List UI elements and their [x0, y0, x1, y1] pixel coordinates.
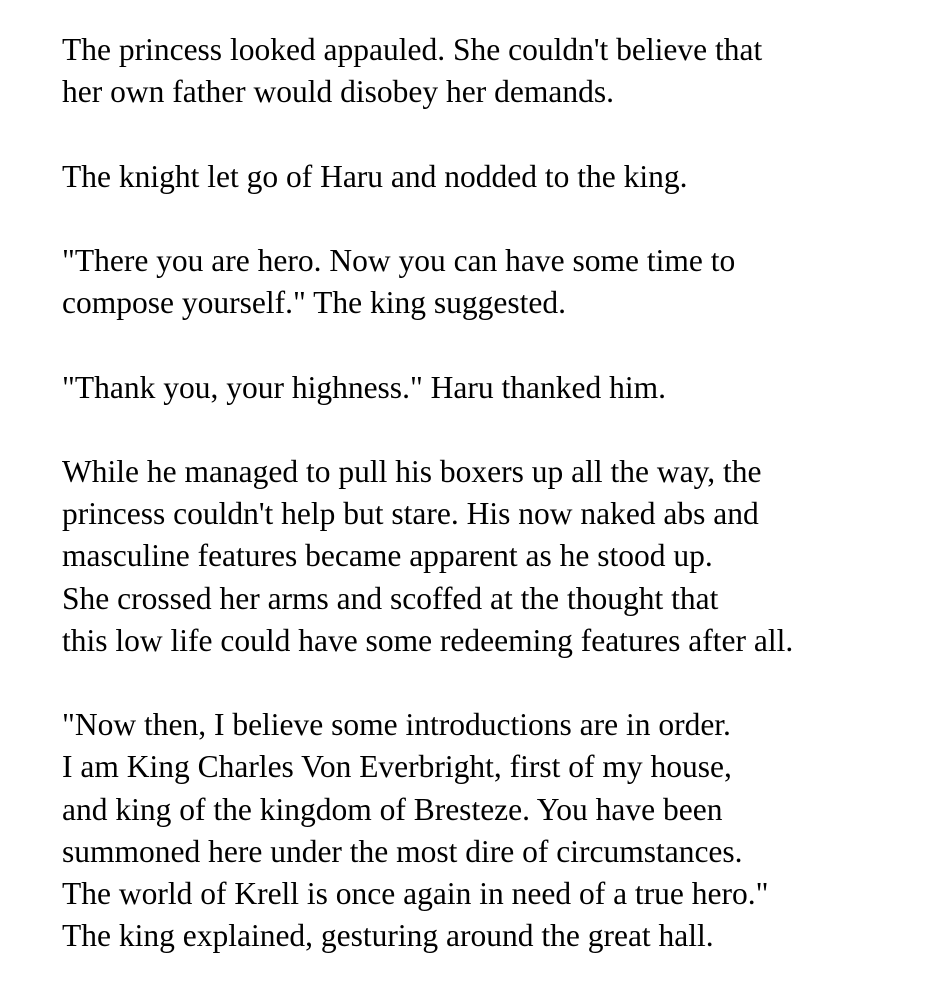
text-line: "Thank you, your highness." Haru thanked him.: [62, 369, 666, 405]
text-line: this low life could have some redeeming features after all.: [62, 622, 794, 658]
text-line: She crossed her arms and scoffed at the thought that: [62, 580, 719, 616]
paragraph-4: [62, 367, 922, 409]
text-line: princess couldn't help but stare. His now naked abs and: [62, 496, 759, 532]
text-line: The princess looked appauled. She couldn't believe that: [62, 32, 763, 67]
paragraph-2: [62, 156, 922, 198]
text-line: masculine features became apparent as he stood up.: [62, 538, 713, 574]
text-line: compose yourself." The king suggested.: [62, 285, 566, 321]
text-line: The world of Krell is once again in need of a true hero.": [62, 875, 769, 911]
paragraph-1: [62, 29, 922, 113]
text-line: "Now then, I believe some introductions are in order.: [62, 707, 731, 743]
text-line: I am King Charles Von Everbright, first of my house,: [62, 749, 732, 785]
text-line: The knight let go of Haru and nodded to the king.: [62, 158, 688, 194]
text-line: The king explained, gesturing around the great hall.: [62, 918, 714, 954]
paragraph-6: [62, 704, 922, 957]
story-text: [62, 29, 922, 1000]
text-line: "There you are hero. Now you can have some time to: [62, 242, 736, 278]
text-line: summoned here under the most dire of circumstances.: [62, 833, 743, 869]
text-line: While he managed to pull his boxers up all the way, the: [62, 453, 762, 489]
paragraph-5: [62, 451, 922, 662]
text-line: and king of the kingdom of Bresteze. You have been: [62, 791, 723, 827]
paragraph-3: [62, 240, 922, 324]
text-line: her own father would disobey her demands.: [62, 74, 614, 110]
